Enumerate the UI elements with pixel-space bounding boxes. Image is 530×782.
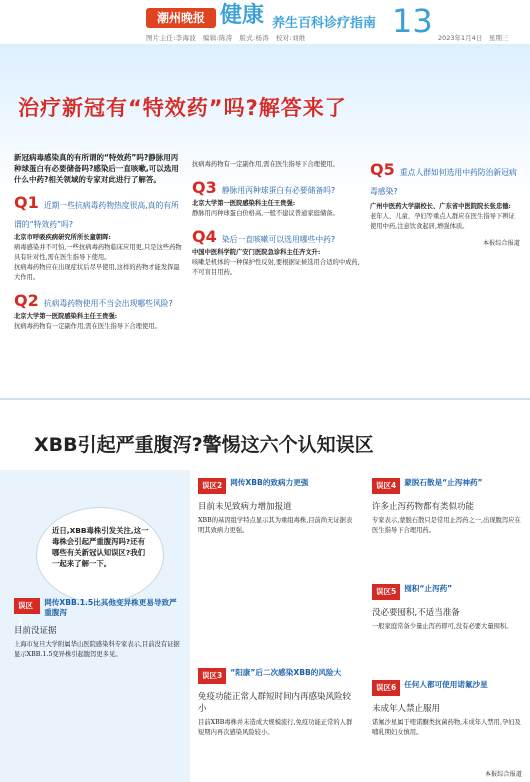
story1-left-column: [14, 152, 184, 332]
q2-body: 抗病毒药物有一定副作用,需在医生指导下合理使用。: [14, 323, 161, 330]
q2-block: [14, 291, 184, 332]
q4-source: 中国中医科学院广安门医院急诊科主任齐文升:: [192, 249, 321, 256]
newspaper-logo: 潮州晚报: [146, 8, 216, 28]
myth2-title: 网传XBB的致病力更强: [230, 478, 309, 487]
page-number: 13: [392, 2, 433, 40]
q3-number: Q3: [192, 178, 217, 197]
q1-title: 近期一些抗病毒药物热度很高,真的有所谓的“特效药”吗?: [14, 201, 179, 229]
issue-date: 2023年1月4日 星期三: [438, 34, 509, 42]
myth3-title: “阳康”后二次感染XBB的风险大: [230, 668, 342, 677]
myth2-body: XBB的基因组学特点显示其为重组毒株,目前尚无证据表明其致病力更强。: [198, 517, 353, 534]
myth2-block: [198, 478, 358, 536]
q3-block: [192, 178, 362, 219]
story1-credit: 本报综合报道: [482, 240, 520, 247]
myth3-tag: 误区3: [198, 668, 226, 684]
credits-line: 图片主任:李海波 编辑:陈涛 版式:杨涛 校对:刘维: [146, 34, 306, 42]
myth3-body: 目前XBB毒株并未造成大规模流行,免疫功能正常的人群短期内再次感染风险较小。: [198, 719, 353, 736]
story1-headline: 治疗新冠有“特效药”吗?解答来了: [18, 96, 347, 120]
myth1-title: 网传XBB.1.5比其他变异株更易导致严重腹泻: [44, 598, 177, 617]
q3-body: 静脉用丙种球蛋白价格高,一般不建议普通家庭储备。: [192, 210, 339, 217]
q4-number: Q4: [192, 227, 217, 246]
myth5-body: 一般家庭常备少量止泻药即可,没有必要大量囤积。: [372, 623, 513, 630]
myth4-title: 蒙脱石散是“止泻神药”: [404, 478, 483, 487]
myth1-body: 上海市复旦大学附属华山医院感染科专家表示,目前没有证据显示XBB.1.5变异株引起腹泻更多见。: [14, 641, 180, 658]
q5-body: 老年人、儿童、孕妇等重点人群应在医生指导下辨证使用中药,注意饮食起居,增强体质。: [370, 213, 515, 230]
myth2-tag: 误区2: [198, 478, 226, 494]
q1-source: 北京市呼吸疾病研究所所长童朝晖:: [14, 234, 111, 241]
masthead: [0, 0, 530, 44]
q1-body-2: 抗病毒药物应在出现症状后尽早使用,这样的药物才能发挥最大作用。: [14, 264, 180, 281]
section-subtitle: 养生百科诊疗指南: [272, 16, 377, 31]
q3-source: 北京大学第一医院感染科主任王贵强:: [192, 200, 296, 207]
q1-number: Q1: [14, 193, 39, 212]
story1-right-column: [370, 160, 520, 247]
myth5-answer: 没必要囤积,不适当准备: [372, 608, 460, 618]
q1-body-1: 病毒感染并不可怕,一些抗病毒药物临床应用更,只是这些药物具有针对性,需在医生指导下使用。: [14, 244, 182, 261]
q4-title: 染后一直咳嗽可以选用哪些中药?: [221, 235, 336, 244]
myth3-answer: 免疫功能正常人群短时间内再感染风险较小: [198, 692, 352, 714]
mid-intro: 抗病毒药物有一定副作用,需在医生指导下合理使用。: [192, 161, 339, 168]
section-divider: [0, 398, 530, 400]
myth5-tag: 误区5: [372, 584, 400, 600]
myth4-block: [372, 478, 522, 536]
myth3-block: [198, 668, 358, 738]
q4-body: 咳嗽是机体的一种保护性反射,要根据证候选用合适的中成药,不可盲目用药。: [192, 259, 360, 276]
q5-number: Q5: [370, 160, 395, 179]
q2-number: Q2: [14, 291, 39, 310]
myth1-block: [14, 598, 184, 660]
myth6-block: [372, 680, 522, 738]
myth4-answer: 许多止泻药物都有类似功能: [372, 502, 475, 512]
myth1-tag: 误区1: [14, 598, 40, 614]
story1-lead: 新冠病毒感染真的有所谓的“特效药”吗?静脉用丙种球蛋白有必要储备吗?感染后一直咳嗽,可以选用什么中药?相关领域的专家对此进行了解答。: [14, 153, 179, 184]
q2-source: 北京大学第一医院感染科主任王贵强:: [14, 313, 118, 320]
q4-block: [192, 227, 362, 278]
myth1-answer: 目前没证据: [14, 626, 57, 636]
myth5-block: [372, 584, 522, 632]
q3-title: 静脉用丙种球蛋白有必要储备吗?: [221, 186, 336, 195]
balloon-text: 近日,XBB毒株引发关注,这一毒株会引起严重腹泻吗?还有哪些有关新冠认知误区?我们一起来了解一下。: [52, 526, 149, 568]
myth6-title: 任何人都可使用诺氟沙星: [404, 680, 488, 689]
myth6-answer: 未成年人禁止服用: [372, 704, 441, 714]
story2-headline: XBB引起严重腹泻?警惕这六个认知误区: [34, 434, 374, 456]
myth6-body: 诺氟沙星属于喹诺酮类抗菌药物,未成年人禁用,孕妇及哺乳期妇女慎用。: [372, 719, 521, 736]
q1-block: [14, 193, 184, 283]
myth2-answer: 目前未见致病力增加报道: [198, 502, 292, 512]
myth4-tag: 误区4: [372, 478, 400, 494]
q5-source: 广州中医药大学副校长、广东省中医院院长张忠德:: [370, 203, 511, 210]
q5-block: [370, 160, 520, 232]
myth4-body: 专家表示,蒙脱石散只是常用止泻药之一,出现腹泻应在医生指导下合理用药。: [372, 517, 521, 534]
myth5-title: 囤积“止泻药”: [404, 584, 453, 593]
q5-title: 重点人群如何选用中药防治新冠病毒感染?: [370, 168, 517, 196]
myth6-tag: 误区6: [372, 680, 400, 696]
story2-credit: 本报综合报道: [484, 771, 522, 778]
story1-mid-column: [192, 160, 362, 278]
section-title: 健康: [220, 3, 265, 28]
q2-title: 抗病毒药物使用不当会出现哪些风险?: [43, 299, 173, 308]
